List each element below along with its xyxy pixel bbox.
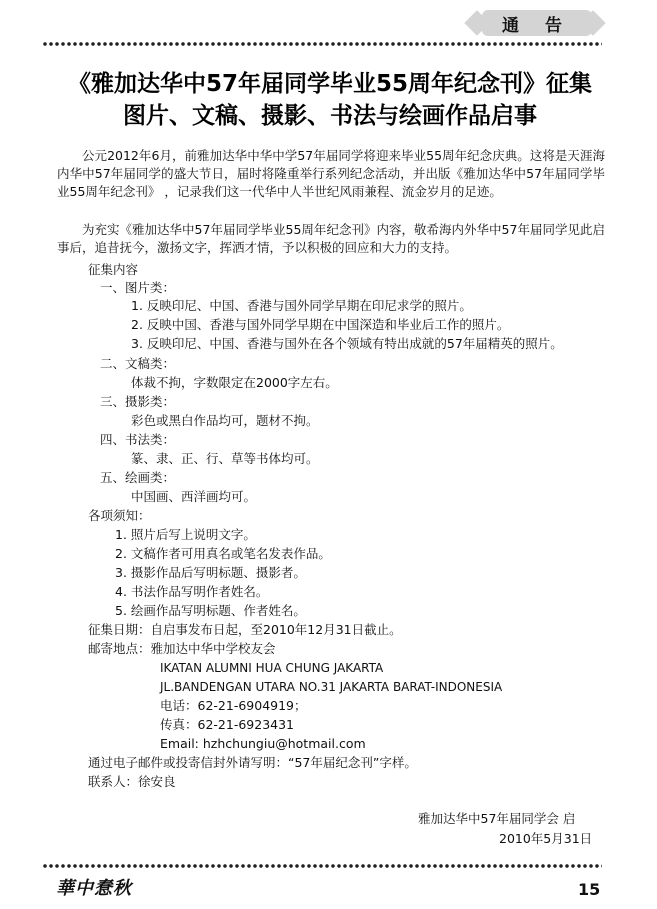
- bottom-dotted-rule: [42, 864, 602, 868]
- page-title-line1: 《雅加达华中57年届同学毕业55周年纪念刊》征集: [67, 71, 592, 97]
- section-1-item-1: 1. 反映印尼、中国、香港与国外同学早期在印尼求学的照片。: [131, 298, 472, 313]
- remark: 通过电子邮件或投寄信封外请写明：“57年届纪念刊”字样。: [88, 755, 417, 770]
- page-number: 15: [578, 880, 601, 899]
- section-4-heading: 四、书法类：: [100, 432, 176, 447]
- section-3-heading: 三、摄影类：: [100, 394, 176, 409]
- address-line-1: IKATAN ALUMNI HUA CHUNG JAKARTA: [160, 661, 384, 675]
- top-dotted-rule: [42, 42, 602, 46]
- page-title-line2: 图片、文稿、摄影、书法与绘画作品启事: [123, 103, 537, 129]
- section-2-heading: 二、文稿类：: [100, 356, 176, 371]
- section-5-heading: 五、绘画类：: [100, 470, 176, 485]
- intro-paragraph-1: 公元2012年6月，前雅加达华中华中学57年届同学将迎来毕业55周年纪念庆典。这将是天涯海内华中57年届同学的盛大节日，届时将隆重举行系列纪念活动，并出版《雅加达华中57年届同学毕业55周年纪念刊》 ，记录我们这一代华中人半世纪风雨兼程、流金岁月的足迹。: [57, 148, 605, 199]
- content-heading: 征集内容: [88, 262, 139, 277]
- section-3-text: 彩色或黑白作品均可，题材不拘。: [131, 413, 319, 428]
- intro-paragraph-2: 为充实《雅加达华中57年届同学毕业55周年纪念刊》内容，敬希海内外华中57年届同学见此启事后，追昔抚今，激扬文字，挥洒才情，予以积极的回应和大力的支持。: [57, 222, 605, 255]
- mail-label: 邮寄地点：雅加达中华中学校友会: [88, 641, 276, 656]
- publication-logo: 華中惷秋: [56, 878, 132, 899]
- note-2: 2. 文稿作者可用真名或笔名发表作品。: [115, 546, 331, 561]
- signature-date: 2010年5月31日: [499, 831, 593, 846]
- notice-tab-label: 通 告: [502, 15, 572, 36]
- notes-heading: 各项须知：: [88, 508, 151, 523]
- section-1-heading: 一、图片类：: [100, 280, 176, 295]
- fax: 传真：62-21-6923431: [160, 717, 295, 732]
- signature-org: 雅加达华中57年届同学会 启: [418, 811, 576, 826]
- notice-tab: [482, 10, 592, 36]
- note-3: 3. 摄影作品后写明标题、摄影者。: [115, 565, 306, 580]
- section-5-text: 中国画、西洋画均可。: [131, 489, 257, 504]
- section-2-text: 体裁不拘，字数限定在2000字左右。: [131, 375, 338, 390]
- note-5: 5. 绘画作品写明标题、作者姓名。: [115, 603, 306, 618]
- phone: 电话：62-21-6904919；: [160, 698, 307, 713]
- section-1-item-3: 3. 反映印尼、中国、香港与国外在各个领域有特出成就的57年届精英的照片。: [131, 336, 563, 351]
- address-line-2: JL.BANDENGAN UTARA NO.31 JAKARTA BARAT-INDONESIA: [160, 680, 503, 694]
- email-link[interactable]: Email: hzhchungiu@hotmail.com: [160, 736, 366, 751]
- contact-person: 联系人：徐安良: [88, 774, 176, 789]
- section-1-item-2: 2. 反映中国、香港与国外同学早期在中国深造和毕业后工作的照片。: [131, 317, 510, 332]
- note-4: 4. 书法作品写明作者姓名。: [115, 584, 269, 599]
- deadline: 征集日期：自启事发布日起，至2010年12月31日截止。: [88, 622, 402, 637]
- note-1: 1. 照片后写上说明文字。: [115, 527, 256, 542]
- section-4-text: 篆、隶、正、行、草等书体均可。: [131, 451, 319, 466]
